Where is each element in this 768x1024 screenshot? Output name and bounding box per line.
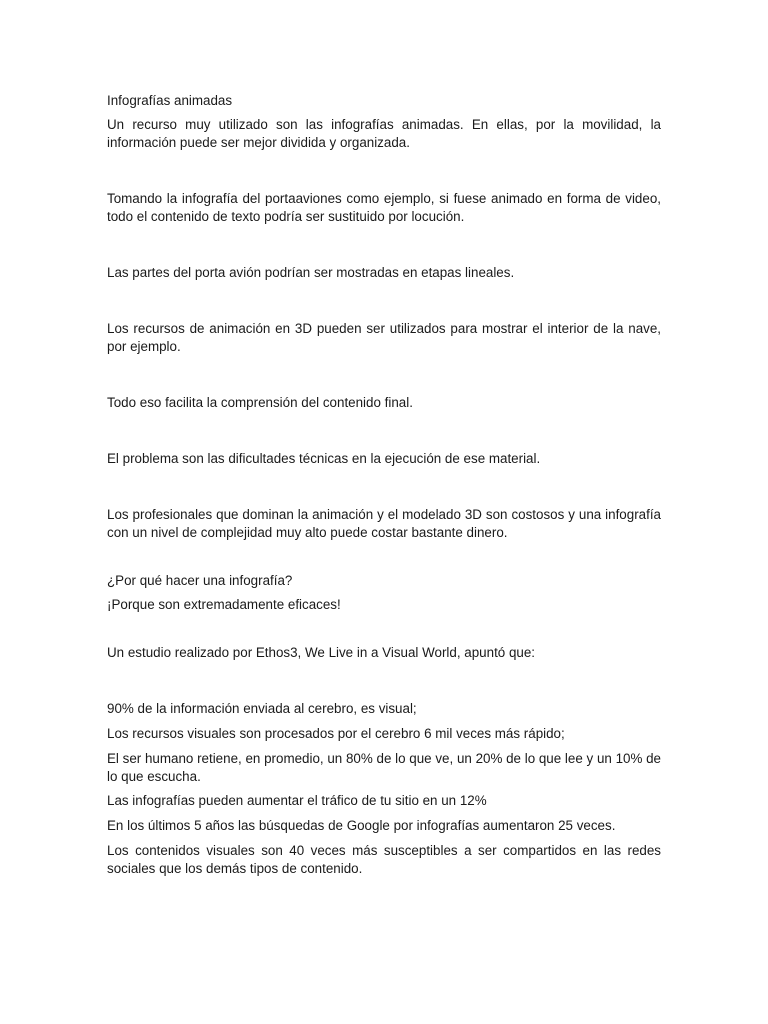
list-item: Los contenidos visuales son 40 veces más susceptibles a ser compartidos en las redes sociales que los demás tipos de contenido. <box>107 843 661 876</box>
paragraph: Las partes del porta avión podrían ser mostradas en etapas lineales. <box>107 265 515 280</box>
paragraph: Los recursos de animación en 3D pueden ser utilizados para mostrar el interior de la nave, por ejemplo. <box>107 321 661 354</box>
list-item: Las infografías pueden aumentar el tráfico de tu sitio en un 12% <box>107 793 487 808</box>
paragraph: Los profesionales que dominan la animación y el modelado 3D son costosos y una infografía con un nivel de complejidad muy alto puede costar bastante dinero. <box>107 507 661 540</box>
paragraph: Un recurso muy utilizado son las infografías animadas. En ellas, por la movilidad, la información puede ser mejor dividida y organizada. <box>107 117 661 150</box>
section-heading: ¿Por qué hacer una infografía? <box>107 573 293 588</box>
paragraph: Todo eso facilita la comprensión del contenido final. <box>107 395 413 410</box>
paragraph: ¡Porque son extremadamente eficaces! <box>107 597 341 612</box>
list-item: 90% de la información enviada al cerebro, es visual; <box>107 701 417 716</box>
paragraph: Un estudio realizado por Ethos3, We Live in a Visual World, apuntó que: <box>107 645 536 660</box>
paragraph: El problema son las dificultades técnicas en la ejecución de ese material. <box>107 451 541 466</box>
section-heading: Infografías animadas <box>107 93 233 108</box>
document-page <box>107 92 661 878</box>
list-item: En los últimos 5 años las búsquedas de Google por infografías aumentaron 25 veces. <box>107 818 616 833</box>
list-item: Los recursos visuales son procesados por el cerebro 6 mil veces más rápido; <box>107 726 565 741</box>
list-item: El ser humano retiene, en promedio, un 80% de lo que ve, un 20% de lo que lee y un 10% de lo que escucha. <box>107 751 661 784</box>
paragraph: Tomando la infografía del portaaviones como ejemplo, si fuese animado en forma de video, todo el contenido de texto podría ser sustituido por locución. <box>107 191 661 224</box>
